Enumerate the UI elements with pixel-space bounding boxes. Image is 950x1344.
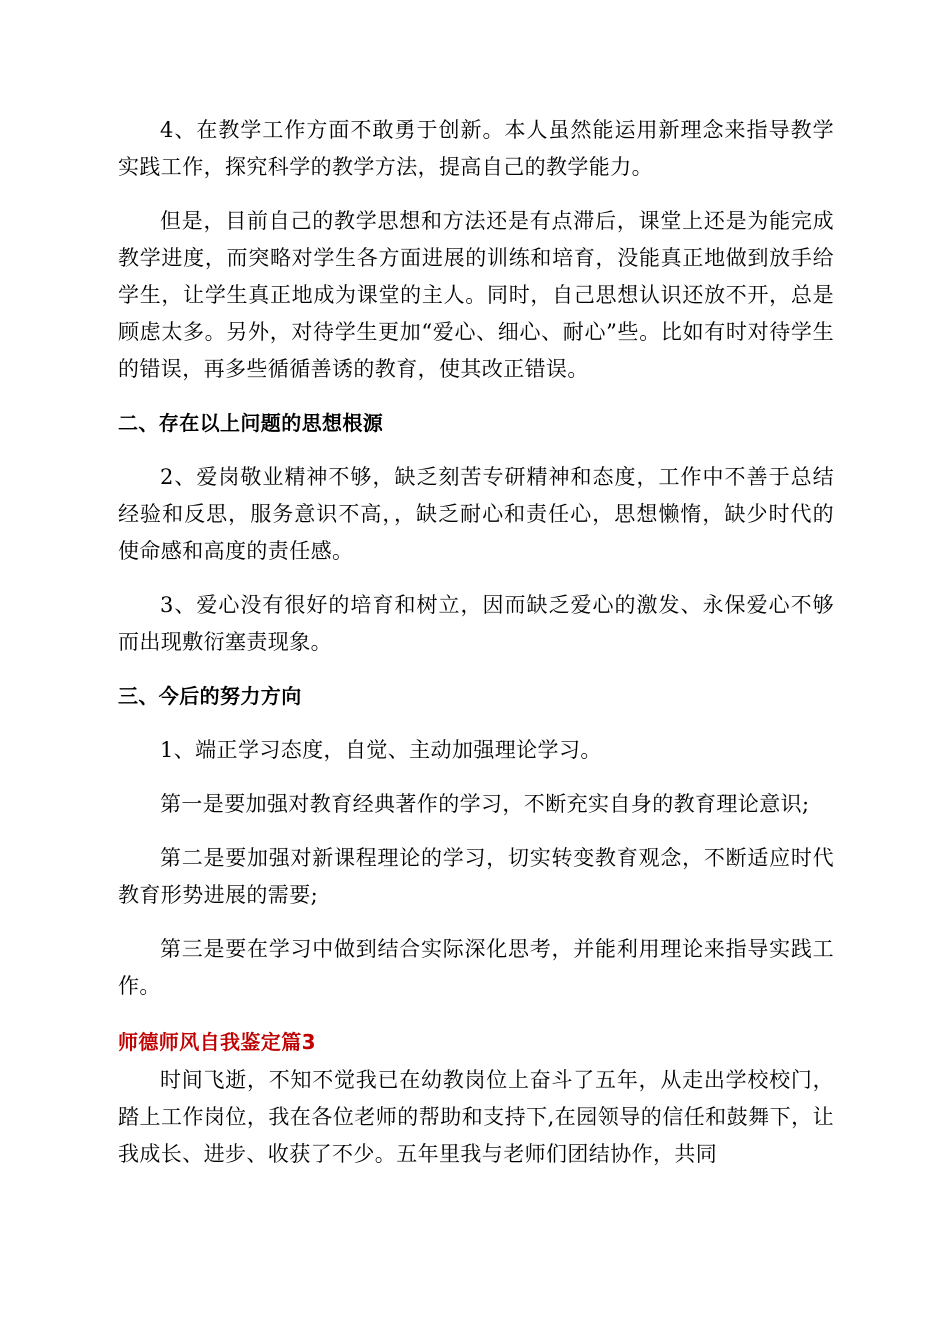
heading-future-direction: 三、今后的努力方向 (118, 684, 302, 708)
paragraph-dedication: 2、爱岗敬业精神不够，缺乏刻苦专研精神和态度，工作中不善于总结经验和反思，服务意识不高，，缺乏耐心和责任心，思想懒惰，缺少时代的使命感和高度的责任感。 (118, 465, 834, 563)
document-page (118, 112, 834, 1190)
paragraph-first-point: 第一是要加强对教育经典著作的学习，不断充实自身的教育理论意识; (160, 792, 810, 816)
paragraph-third-point: 第三是要在学习中做到结合实际深化思考，并能利用理论来指导实践工作。 (118, 937, 834, 998)
section-title-part-3: 师德师风自我鉴定篇3 (118, 1030, 316, 1054)
paragraph-innovation: 4、在教学工作方面不敢勇于创新。本人虽然能运用新理念来指导教学实践工作，探究科学的教学方法，提高自己的教学能力。 (118, 118, 834, 179)
paragraph-five-years: 时间飞逝，不知不觉我已在幼教岗位上奋斗了五年，从走出学校校门，踏上工作岗位，我在各位老师的帮助和支持下,在园领导的信任和鼓舞下，让我成长、进步、收获了不少。五年里我与老师们团结协作，共同 (118, 1068, 834, 1166)
paragraph-teaching-lag: 但是，目前自己的教学思想和方法还是有点滞后，课堂上还是为能完成教学进度，而突略对学生各方面进展的训练和培育，没能真正地做到放手给学生，让学生真正地成为课堂的主人。同时，自己思想认识还放不开，总是顾虑太多。另外，对待学生更加“爱心、细心、耐心”些。比如有时对待学生的错误，再多些循循善诱的教育，使其改正错误。 (118, 209, 834, 381)
heading-root-causes: 二、存在以上问题的思想根源 (118, 411, 384, 435)
paragraph-second-point: 第二是要加强对新课程理论的学习，切实转变教育观念，不断适应时代教育形势进展的需要; (118, 846, 834, 907)
paragraph-study-attitude: 1、端正学习态度，自觉、主动加强理论学习。 (160, 738, 602, 762)
paragraph-caring: 3、爱心没有很好的培育和树立，因而缺乏爱心的激发、永保爱心不够而出现敷衍塞责现象。 (118, 593, 834, 654)
